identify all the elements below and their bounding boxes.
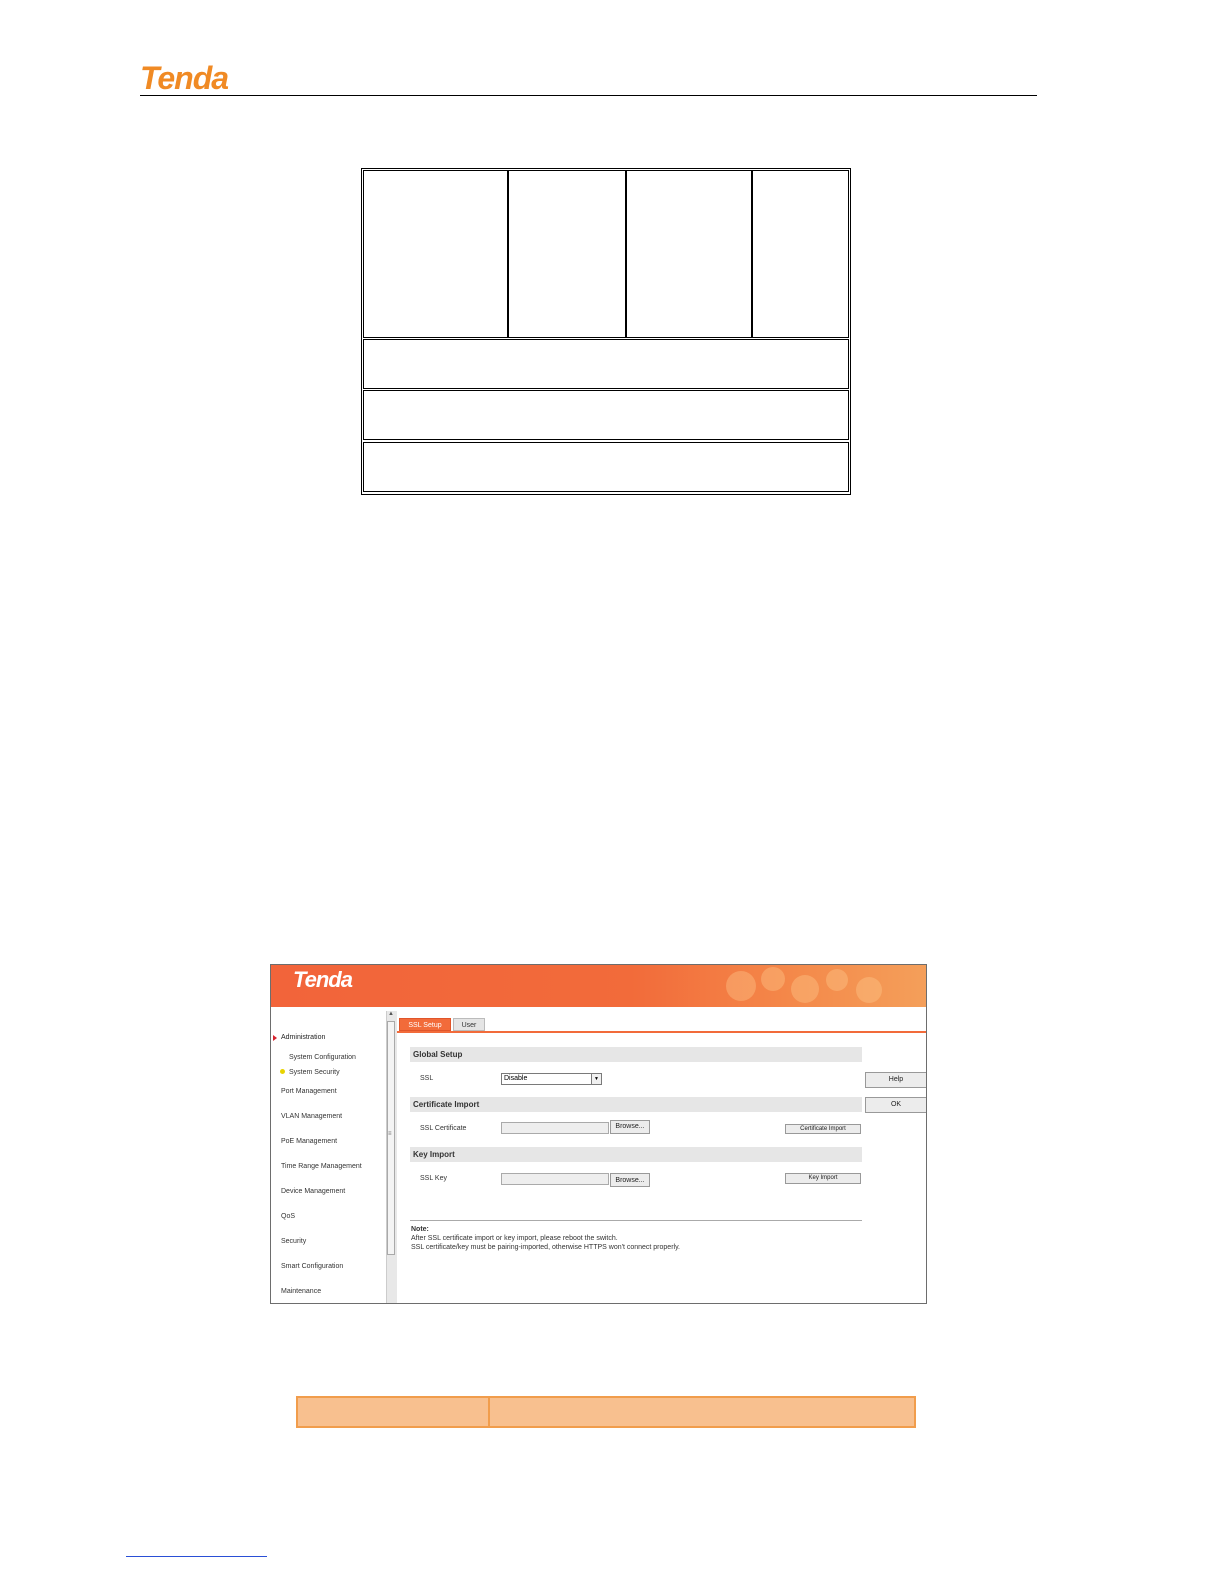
sidebar-item-vlan-management[interactable]: VLAN Management <box>281 1113 343 1120</box>
ssl-select-value: Disable <box>504 1075 528 1082</box>
table-cell <box>508 170 626 338</box>
note-divider <box>410 1220 862 1221</box>
decor-circle <box>826 969 848 991</box>
sidebar-item-poe-management[interactable]: PoE Management <box>281 1138 338 1145</box>
sidebar-item-port-management[interactable]: Port Management <box>281 1088 337 1095</box>
table-cell <box>363 390 849 440</box>
scrollbar-thumb[interactable] <box>387 1021 395 1255</box>
certificate-import-button[interactable]: Certificate Import <box>785 1124 861 1134</box>
key-import-header: Key Import <box>410 1147 862 1162</box>
sidebar-item-system-configuration[interactable]: System Configuration <box>289 1054 356 1061</box>
ssl-certificate-file-field[interactable] <box>501 1122 609 1134</box>
table-cell <box>363 170 508 338</box>
scroll-grip-icon: ≡ <box>388 1131 392 1137</box>
chevron-down-icon: ▼ <box>591 1074 601 1084</box>
ssl-label: SSL <box>420 1075 434 1082</box>
tenda-logo: Tenda <box>140 60 229 96</box>
tab-ssl-setup[interactable]: SSL Setup <box>399 1018 451 1031</box>
tab-user[interactable]: User <box>453 1018 485 1031</box>
sidebar-item-maintenance[interactable]: Maintenance <box>281 1288 322 1295</box>
sidebar <box>271 1007 387 1303</box>
banner-logo: Tenda <box>293 967 352 992</box>
note-title: Note: <box>411 1226 429 1233</box>
ssl-select[interactable] <box>501 1073 602 1085</box>
main-content <box>397 1007 927 1303</box>
top-banner <box>271 965 926 1007</box>
global-setup-header: Global Setup <box>410 1047 862 1062</box>
key-browse-button[interactable]: Browse... <box>610 1173 650 1187</box>
table-cell <box>363 339 849 389</box>
decor-circle <box>791 975 819 1003</box>
sidebar-item-qos[interactable]: QoS <box>281 1213 296 1220</box>
decor-circle <box>856 977 882 1003</box>
sidebar-item-security[interactable]: Security <box>281 1238 307 1245</box>
certificate-import-header: Certificate Import <box>410 1097 862 1112</box>
tab-underline <box>397 1031 927 1033</box>
note-line-1: After SSL certificate import or key import, please reboot the switch. <box>411 1235 618 1242</box>
ssl-certificate-label: SSL Certificate <box>420 1125 467 1132</box>
table-cell <box>363 442 849 492</box>
decor-circle <box>761 967 785 991</box>
active-arrow-icon <box>273 1035 277 1041</box>
ssl-key-file-field[interactable] <box>501 1173 609 1185</box>
table-cell <box>752 170 849 338</box>
ssl-key-label: SSL Key <box>420 1175 447 1182</box>
selected-dot-icon <box>280 1069 285 1074</box>
document-table <box>361 168 851 495</box>
table-cell <box>626 170 752 338</box>
help-button[interactable]: Help <box>865 1072 927 1088</box>
sidebar-item-smart-configuration[interactable]: Smart Configuration <box>281 1263 344 1270</box>
sidebar-item-administration[interactable]: Administration <box>281 1034 326 1041</box>
decor-circle <box>726 971 756 1001</box>
sidebar-item-system-security[interactable]: System Security <box>289 1069 340 1076</box>
key-import-button[interactable]: Key Import <box>785 1173 861 1184</box>
footer-link-underline[interactable] <box>126 1556 267 1557</box>
ok-button[interactable]: OK <box>865 1097 927 1113</box>
parameter-table-header <box>296 1396 916 1428</box>
scroll-up-arrow-icon[interactable]: ▲ <box>388 1011 394 1017</box>
sidebar-item-time-range-management[interactable]: Time Range Management <box>281 1163 362 1170</box>
table-column-divider <box>488 1398 490 1426</box>
header-divider <box>140 95 1037 96</box>
certificate-browse-button[interactable]: Browse... <box>610 1120 650 1134</box>
sidebar-item-device-management[interactable]: Device Management <box>281 1188 346 1195</box>
switch-web-ui-screenshot <box>270 964 927 1304</box>
note-line-2: SSL certificate/key must be pairing-imported, otherwise HTTPS won't connect properly. <box>411 1244 681 1251</box>
